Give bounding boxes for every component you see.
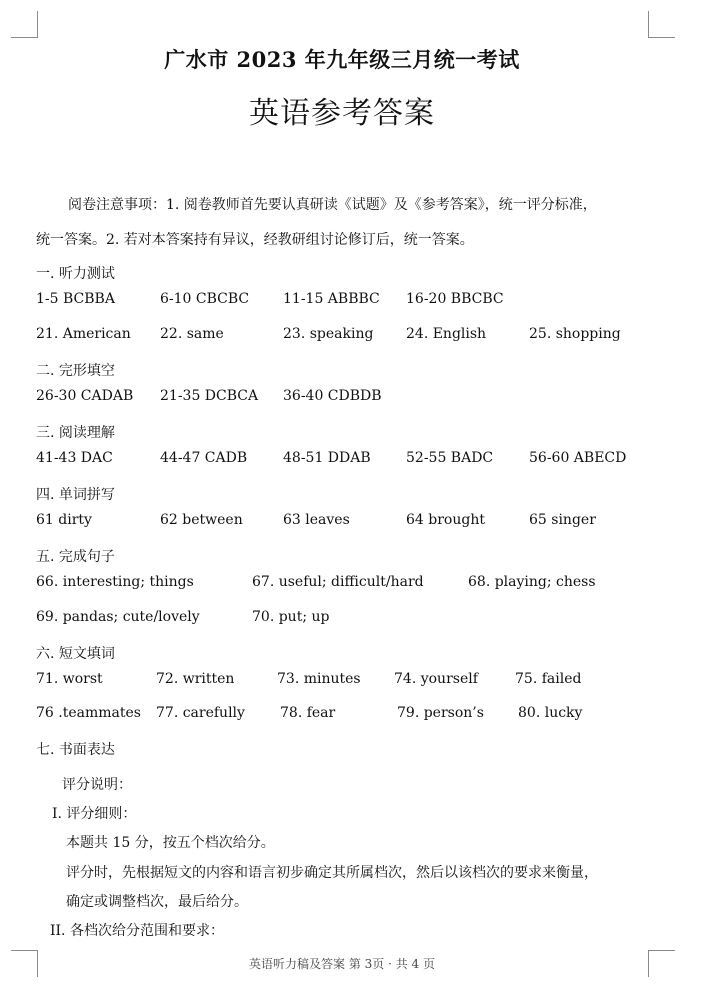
answer-item: 21-35 DCBCA (160, 388, 259, 404)
answer-row-fill-words-1 (0, 671, 704, 691)
answer-item: 21. American (36, 326, 131, 342)
answer-item: 11-15 ABBBC (283, 291, 380, 307)
answer-row-spelling (0, 512, 704, 532)
section-heading-reading: 三. 阅读理解 (36, 425, 115, 441)
answer-item: 22. same (160, 326, 224, 342)
crop-mark-top-right (648, 11, 675, 38)
answer-item: 63 leaves (283, 512, 350, 528)
answer-item: 64 brought (406, 512, 485, 528)
answer-row-fill-words-2 (0, 705, 704, 725)
answer-item: 80. lucky (518, 705, 583, 721)
page-footer: 英语听力稿及答案 第 3页 · 共 4 页 (249, 957, 435, 971)
answer-item: 44-47 CADB (160, 450, 248, 466)
answer-item: 69. pandas; cute/lovely (36, 609, 200, 625)
answer-item: 78. fear (280, 705, 336, 721)
scoring-rules-text-3: 确定或调整档次，最后给分。 (66, 894, 248, 910)
section-heading-spelling: 四. 单词拼写 (36, 487, 115, 503)
answer-row-listening-1 (0, 291, 704, 311)
section-heading-sentences: 五. 完成句子 (36, 549, 115, 565)
answer-item: 1-5 BCBBA (36, 291, 115, 307)
answer-item: 74. yourself (394, 671, 478, 687)
crop-mark-top-left (11, 11, 38, 38)
section-heading-listening: 一. 听力测试 (36, 266, 115, 282)
answer-item: 36-40 CDBDB (283, 388, 382, 404)
scoring-note-label: 评分说明： (62, 777, 132, 793)
scoring-rules-text-2: 评分时，先根据短文的内容和语言初步确定其所属档次，然后以该档次的要求来衡量， (66, 865, 598, 881)
answer-item: 67. useful; difficult/hard (252, 574, 424, 590)
answer-item: 62 between (160, 512, 243, 528)
answer-item: 61 dirty (36, 512, 92, 528)
scoring-rules-heading: I. 评分细则： (52, 806, 137, 822)
answer-item: 23. speaking (283, 326, 374, 342)
section-heading-writing: 七. 书面表达 (36, 742, 115, 758)
answer-item: 77. carefully (156, 705, 245, 721)
document-title: 广水市 2023 年九年级三月统一考试 (164, 47, 520, 72)
answer-item: 72. written (156, 671, 235, 687)
answer-item: 56-60 ABECD (529, 450, 627, 466)
answer-item: 24. English (406, 326, 487, 342)
answer-item: 65 singer (529, 512, 596, 528)
answer-item: 73. minutes (277, 671, 361, 687)
answer-item: 6-10 CBCBC (160, 291, 250, 307)
answer-item: 76 .teammates (36, 705, 141, 721)
scoring-rules-text-1: 本题共 15 分，按五个档次给分。 (66, 835, 275, 851)
answer-item: 26-30 CADAB (36, 388, 134, 404)
grading-notice-line-2: 统一答案。2. 若对本答案持有异议，经教研组讨论修订后，统一答案。 (36, 232, 474, 248)
section-heading-fill-words: 六. 短文填词 (36, 646, 115, 662)
answer-item: 75. failed (515, 671, 582, 687)
answer-row-sentences-2 (0, 609, 704, 629)
grading-notice-line-1: 阅卷注意事项：1. 阅卷教师首先要认真研读《试题》及《参考答案》，统一评分标准， (68, 197, 597, 213)
answer-item: 48-51 DDAB (283, 450, 371, 466)
answer-item: 70. put; up (252, 609, 330, 625)
answer-item: 68. playing; chess (468, 574, 596, 590)
answer-item: 25. shopping (529, 326, 621, 342)
document-subtitle: 英语参考答案 (249, 96, 435, 131)
answer-row-listening-2 (0, 326, 704, 346)
answer-item: 71. worst (36, 671, 103, 687)
answer-row-reading (0, 450, 704, 470)
answer-row-cloze (0, 388, 704, 408)
answer-item: 52-55 BADC (406, 450, 494, 466)
section-heading-cloze: 二. 完形填空 (36, 363, 115, 379)
answer-item: 41-43 DAC (36, 450, 113, 466)
answer-item: 16-20 BBCBC (406, 291, 504, 307)
answer-item: 66. interesting; things (36, 574, 194, 590)
answer-item: 79. person’s (397, 705, 484, 721)
grade-levels-heading: II. 各档次给分范围和要求： (50, 923, 224, 939)
answer-row-sentences-1 (0, 574, 704, 594)
